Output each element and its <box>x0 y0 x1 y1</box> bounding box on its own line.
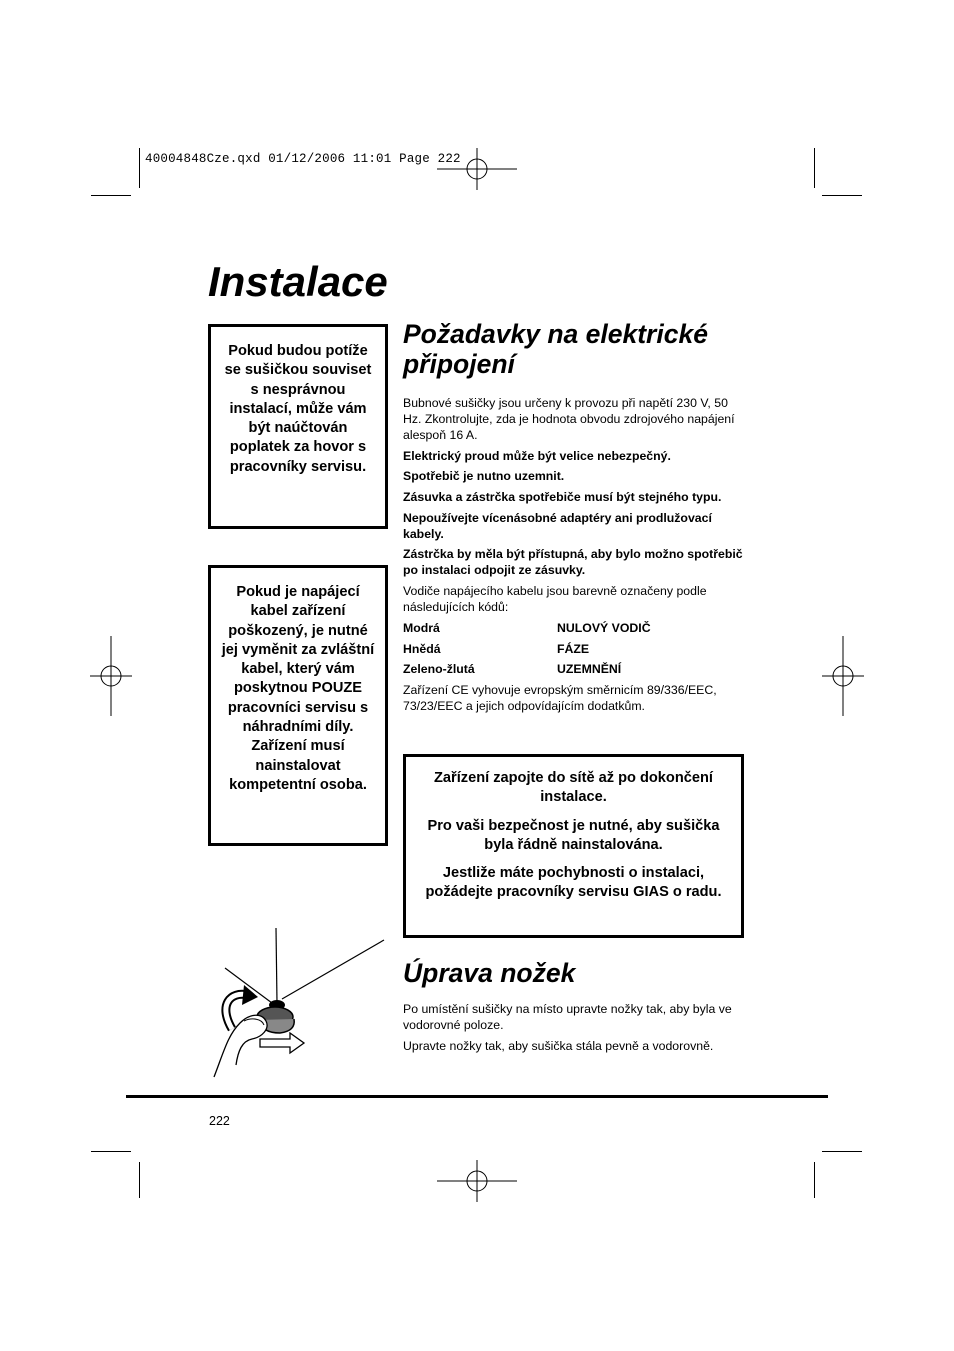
electrical-intro: Bubnové sušičky jsou určeny k provozu při napětí 230 V, 50 Hz. Zkontrolujte, zda je hodnota obvodu zdrojového napájení alespoň 16 A. <box>403 396 735 442</box>
feet-adjustment-body <box>403 1001 748 1058</box>
electrical-requirements-title: Požadavky na elektrické připojení <box>403 319 708 379</box>
footer-rule <box>126 1095 828 1098</box>
foot-adjustment-illustration <box>200 925 390 1085</box>
warning-line: Zásuvka a zástrčka spotřebiče musí být stejného typu. <box>403 490 722 505</box>
wire-row <box>403 641 748 657</box>
ce-note: Zařízení CE vyhovuje evropským směrnicím 89/336/EEC, 73/23/EEC a jejich odpovídajícím dodatkům. <box>403 682 717 713</box>
notice-line: Jestliže máte pochybnosti o instalaci, požádejte pracovníky servisu GIAS o radu. <box>425 865 722 901</box>
warning-line: Spotřebič je nutno uzemnit. <box>403 469 565 484</box>
warning-line: Elektrický proud může být velice nebezpečný. <box>403 448 671 463</box>
registration-mark-icon <box>822 636 864 716</box>
warning-line: Zástrčka by měla být přístupná, aby bylo možno spotřebič po instalaci odpojit ze zásuvky. <box>403 547 743 578</box>
wire-meaning: NULOVÝ VODIČ <box>557 620 651 635</box>
wire-meaning: UZEMNĚNÍ <box>557 662 622 677</box>
wire-color: Hnědá <box>403 641 441 656</box>
page-number: 222 <box>209 1114 230 1128</box>
wire-intro: Vodiče napájecího kabelu jsou barevně označeny podle následujících kódů: <box>403 584 707 615</box>
file-slug: 40004848Cze.qxd 01/12/2006 11:01 Page 222 <box>145 152 461 166</box>
wire-color: Modrá <box>403 620 440 635</box>
electrical-requirements-body <box>403 395 748 719</box>
wire-row <box>403 620 748 636</box>
wire-row <box>403 661 748 677</box>
page-title: Instalace <box>208 258 388 305</box>
wire-meaning: FÁZE <box>557 641 590 656</box>
feet-adjustment-title: Úprava nožek <box>403 958 576 988</box>
feet-paragraph: Po umístění sušičky na místo upravte nožky tak, aby byla ve vodorovné poloze. <box>403 1002 732 1032</box>
registration-mark-icon <box>437 1160 517 1202</box>
connection-notice-box <box>403 754 744 938</box>
warning-line: Nepoužívejte vícenásobné adaptéry ani prodlužovací kabely. <box>403 510 712 541</box>
notice-line: Zařízení zapojte do sítě až po dokončení instalace. <box>434 770 713 806</box>
feet-paragraph: Upravte nožky tak, aby sušička stála pevně a vodorovně. <box>403 1038 714 1053</box>
wire-color: Zeleno-žlutá <box>403 662 475 677</box>
registration-mark-icon <box>90 636 132 716</box>
power-cable-note: Pokud je napájecí kabel zařízení poškozený, je nutné jej vyměnit za zvláštní kabel, který vám poskytnou POUZE pracovníci servisu s náhradními díly. Zařízení musí nainstalovat kompetentní osoba. <box>208 565 388 846</box>
notice-line: Pro vaši bezpečnost je nutné, aby sušička byla řádně nainstalována. <box>427 817 720 853</box>
installation-charge-note: Pokud budou potíže se sušičkou souviset s nesprávnou instalací, může vám být naúčtován poplatek za hovor s pracovníky servisu. <box>208 324 388 529</box>
